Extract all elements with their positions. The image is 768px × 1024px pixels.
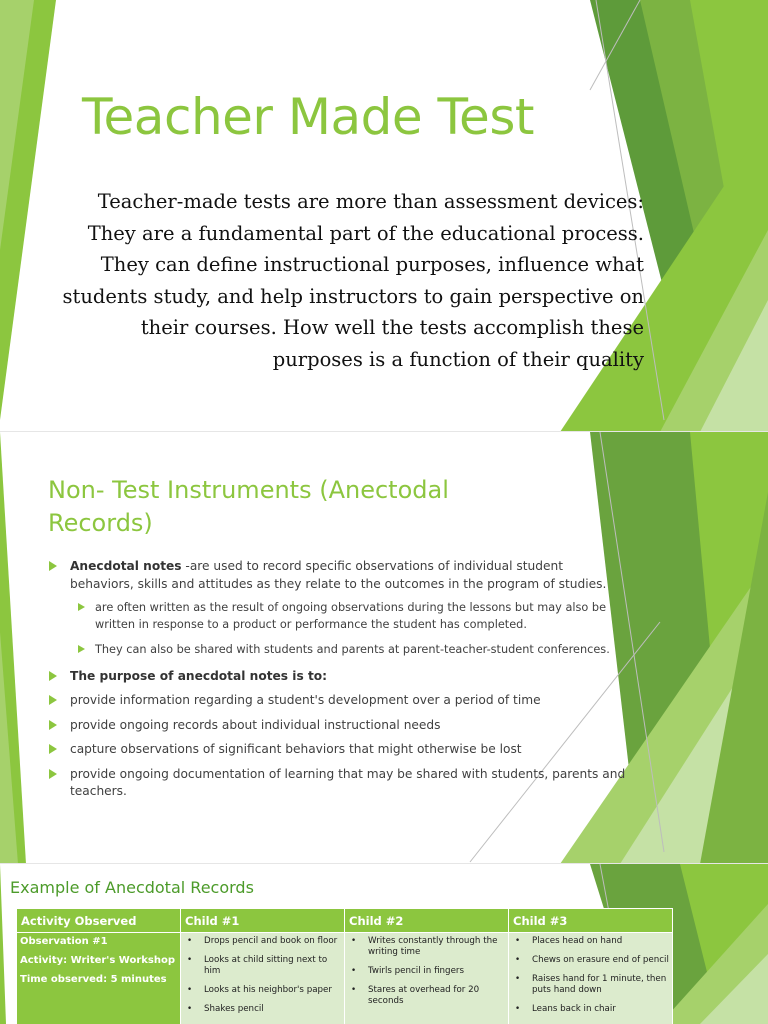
slide-title: Non- Test Instruments (Anectodal Records) [48, 476, 449, 537]
slide-title: Teacher Made Test [82, 88, 534, 146]
bullet-item: Anecdotal notes -are used to record specific observations of individual student behaviors, skills and attitudes as they relate to the outcomes in the program of studies. [48, 558, 626, 593]
slide-title: Example of Anecdotal Records [10, 878, 254, 897]
bullet-item: provide information regarding a student's development over a period of time [48, 692, 626, 710]
bullet-item: provide ongoing documentation of learning that may be shared with students, parents and teachers. [48, 766, 626, 801]
child-2-cell: • Writes constantly through the writing time • Twirls pencil in fingers • Stares at overhead for 20 seconds [345, 933, 509, 1024]
bullet-list [48, 558, 626, 808]
arrow-bullet-icon [49, 561, 57, 571]
anecdotal-records-table [16, 908, 673, 1024]
child-3-cell: • Places head on hand • Chews on erasure end of pencil • Raises hand for 1 minute, then puts hand down • Leans back in chair [509, 933, 673, 1024]
slide-1 [0, 0, 768, 432]
bullet-item: capture observations of significant behaviors that might otherwise be lost [48, 741, 626, 759]
table-header-row [17, 909, 673, 933]
arrow-bullet-icon [49, 769, 57, 779]
arrow-bullet-icon [49, 720, 57, 730]
observation-cell: Observation #1 Activity: Writer's Workshop Time observed: 5 minutes [17, 933, 181, 1024]
column-header: Child #3 [509, 909, 673, 933]
arrow-bullet-icon [78, 645, 85, 653]
arrow-bullet-icon [49, 695, 57, 705]
bullet-item: provide ongoing records about individual instructional needs [48, 717, 626, 735]
column-header: Child #2 [345, 909, 509, 933]
bullet-item: are often written as the result of ongoing observations during the lessons but may also be written in response to a product or performance the student has completed. [48, 600, 626, 633]
arrow-bullet-icon [78, 603, 85, 611]
arrow-bullet-icon [49, 671, 57, 681]
bullet-item: They can also be shared with students and parents at parent-teacher-student conferences. [48, 642, 626, 659]
arrow-bullet-icon [49, 744, 57, 754]
slide-body-text: Teacher-made tests are more than assessment devices: They are a fundamental part of the educational process. They can define instructional purposes, influence what students study, and help instructors to gain perspective on their courses. How well the tests accomplish these purposes is a function of their quality [62, 190, 644, 371]
child-1-cell: • Drops pencil and book on floor • Looks at child sitting next to him • Looks at his neighbor's paper • Shakes pencil [181, 933, 345, 1024]
table-row [17, 933, 673, 1024]
column-header: Activity Observed [17, 909, 181, 933]
column-header: Child #1 [181, 909, 345, 933]
bullet-item: The purpose of anecdotal notes is to: [48, 668, 626, 686]
